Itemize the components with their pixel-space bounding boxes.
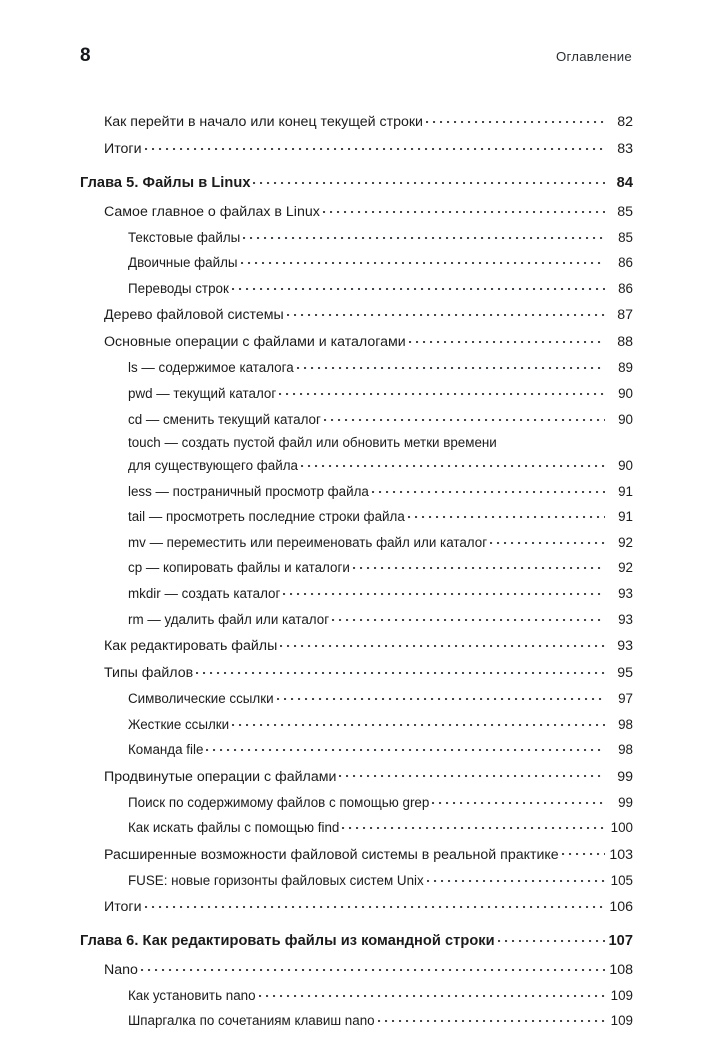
- dot-leader: [562, 844, 605, 858]
- toc-page-number: 89: [618, 360, 633, 376]
- toc-entry-title: Как установить nano: [128, 987, 256, 1003]
- toc-entry-title: mv — переместить или переименовать файл или каталог: [128, 534, 488, 550]
- running-head-title: Оглавление: [555, 49, 632, 64]
- dot-leader: [196, 663, 605, 677]
- dot-leader: [145, 897, 605, 911]
- toc-entry[interactable]: [80, 139, 633, 156]
- toc-page-number: 95: [617, 664, 633, 681]
- toc-entry[interactable]: [80, 741, 633, 757]
- dot-leader: [206, 741, 605, 754]
- dot-leader: [297, 359, 605, 372]
- toc-page-number: 109: [610, 1013, 633, 1029]
- toc-entry[interactable]: [80, 690, 633, 706]
- dot-leader: [490, 533, 605, 546]
- toc-entry[interactable]: [80, 819, 633, 835]
- toc-chapter-entry[interactable]: [80, 930, 633, 948]
- dot-leader: [301, 457, 605, 470]
- toc-entry-title: Двоичные файлы: [128, 255, 238, 271]
- toc-page-number: 82: [617, 114, 633, 131]
- toc-page-number: 85: [617, 203, 633, 220]
- dot-leader: [342, 819, 605, 832]
- toc-page-number: 98: [618, 742, 633, 758]
- toc-entry-title: cp — копировать файлы и каталоги: [128, 560, 350, 576]
- toc-entry[interactable]: [80, 871, 633, 887]
- toc-entry[interactable]: [80, 585, 633, 601]
- toc-page-number: 99: [617, 768, 633, 785]
- toc-page-number: 90: [618, 385, 633, 401]
- toc-entry[interactable]: [80, 508, 633, 524]
- toc-page-number: 87: [617, 307, 633, 324]
- toc-entry-title: mkdir — создать каталог: [128, 585, 281, 601]
- toc-entry[interactable]: [80, 663, 633, 680]
- toc-entry[interactable]: [80, 228, 633, 244]
- toc-entry[interactable]: [80, 482, 633, 498]
- toc-page-number: 90: [618, 411, 633, 427]
- toc-page-number: 99: [618, 794, 633, 810]
- toc-entry-title: Команда file: [128, 742, 204, 758]
- toc-entry-title-continued: для существующего файла: [128, 458, 298, 473]
- toc-entry-continuation: [128, 457, 633, 473]
- toc-entry-title: Символические ссылки: [128, 690, 274, 706]
- toc-entry[interactable]: [80, 636, 633, 653]
- dot-leader: [408, 508, 605, 521]
- toc-entry-title: Как перейти в начало или конец текущей строки: [104, 114, 423, 131]
- dot-leader: [498, 930, 605, 945]
- toc-entry[interactable]: [80, 715, 633, 731]
- toc-page-number: 92: [618, 560, 633, 576]
- toc-entry[interactable]: [80, 359, 633, 375]
- toc-entry[interactable]: [80, 201, 633, 218]
- dot-leader: [323, 201, 605, 215]
- dot-leader: [232, 280, 605, 293]
- dot-leader: [145, 139, 605, 153]
- toc-page-number: 83: [617, 141, 633, 158]
- toc-entry[interactable]: [80, 844, 633, 861]
- toc-entry[interactable]: [80, 533, 633, 549]
- dot-leader: [353, 559, 605, 572]
- toc-page-number: 105: [610, 872, 633, 888]
- toc-entry[interactable]: [80, 793, 633, 809]
- toc-entry-title: Расширенные возможности файловой системы в реальной практике: [104, 846, 559, 863]
- toc-entry-title: Как искать файлы с помощью find: [128, 820, 340, 836]
- toc-page-number: 92: [618, 534, 633, 550]
- toc-entry-title: Nano: [104, 961, 138, 978]
- dot-leader: [277, 690, 605, 703]
- toc-entry-title: Поиск по содержимому файлов с помощью grep: [128, 794, 430, 810]
- toc-entry[interactable]: [80, 436, 633, 473]
- toc-entry-title: touch — создать пустой файл или обновить метки времени: [128, 434, 497, 450]
- toc-entry[interactable]: [80, 112, 633, 129]
- toc-entry-title: Итоги: [104, 141, 142, 158]
- toc-entry-title: ls — содержимое каталога: [128, 360, 294, 376]
- dot-leader: [280, 636, 605, 650]
- toc-entry[interactable]: [80, 766, 633, 783]
- toc-page-number: 84: [616, 174, 633, 191]
- toc-entry[interactable]: [80, 559, 633, 575]
- toc-entry-title: Основные операции с файлами и каталогами: [104, 334, 406, 351]
- toc-page-number: 93: [618, 585, 633, 601]
- dot-leader: [279, 385, 605, 398]
- toc-entry-title: Самое главное о файлах в Linux: [104, 203, 320, 220]
- dot-leader: [253, 172, 605, 187]
- toc-entry[interactable]: [80, 986, 633, 1002]
- toc-page-number: 93: [617, 637, 633, 654]
- toc-page-number: 88: [617, 334, 633, 351]
- page-folio-number: 8: [80, 45, 91, 66]
- dot-leader: [409, 332, 605, 346]
- dot-leader: [141, 959, 605, 973]
- toc-page-number: 93: [618, 611, 633, 627]
- toc-page-number: 86: [618, 255, 633, 271]
- dot-leader: [432, 793, 605, 806]
- dot-leader: [241, 254, 605, 267]
- toc-entry-title: less — постраничный просмотр файла: [128, 483, 369, 499]
- toc-entry-title: Глава 6. Как редактировать файлы из командной строки: [80, 932, 495, 949]
- dot-leader: [372, 482, 605, 495]
- toc-entry[interactable]: [80, 305, 633, 322]
- dot-leader: [427, 871, 605, 884]
- toc-entry[interactable]: [80, 385, 633, 401]
- toc-entry-title: Переводы строк: [128, 280, 229, 296]
- toc-entry-title: Продвинутые операции с файлами: [104, 768, 337, 785]
- toc-page-number: 108: [609, 961, 633, 978]
- dot-leader: [324, 410, 605, 423]
- toc-entry-title: Текстовые файлы: [128, 229, 241, 245]
- toc-entry-title: Жесткие ссылки: [128, 716, 230, 732]
- toc-page-number: 90: [618, 458, 633, 473]
- toc-entry[interactable]: [80, 897, 633, 914]
- toc-entry[interactable]: [80, 1012, 633, 1028]
- toc-entry-title: Глава 5. Файлы в Linux: [80, 174, 251, 191]
- toc-entry-title: cd — сменить текущий каталог: [128, 411, 321, 427]
- toc-entry-title: FUSE: новые горизонты файловых систем Unix: [128, 872, 424, 888]
- toc-entry[interactable]: [80, 410, 633, 426]
- toc-entry[interactable]: [80, 332, 633, 349]
- toc-entry-title: Типы файлов: [104, 664, 194, 681]
- dot-leader: [243, 228, 605, 241]
- dot-leader: [287, 305, 605, 319]
- toc-entry-title: tail — просмотреть последние строки файла: [128, 509, 405, 525]
- dot-leader: [332, 610, 605, 623]
- table-of-contents: [80, 112, 633, 1038]
- toc-entry[interactable]: [80, 280, 633, 296]
- toc-entry[interactable]: [80, 254, 633, 270]
- dot-leader: [378, 1012, 605, 1025]
- toc-entry-title: Как редактировать файлы: [104, 637, 278, 654]
- toc-entry[interactable]: [80, 610, 633, 626]
- toc-entry-title: Итоги: [104, 899, 142, 916]
- toc-page-number: 91: [618, 509, 633, 525]
- toc-page-number: 103: [609, 846, 633, 863]
- toc-page-number: 107: [608, 932, 633, 949]
- toc-entry[interactable]: [80, 959, 633, 976]
- dot-leader: [426, 112, 605, 126]
- toc-page-number: 86: [618, 280, 633, 296]
- toc-page-number: 91: [618, 483, 633, 499]
- toc-page-number: 109: [610, 987, 633, 1003]
- toc-entry-title: Дерево файловой системы: [104, 307, 284, 324]
- toc-chapter-entry[interactable]: [80, 172, 633, 190]
- running-head: [80, 46, 632, 72]
- toc-entry-title: rm — удалить файл или каталог: [128, 611, 330, 627]
- dot-leader: [339, 766, 605, 780]
- toc-page-number: 85: [618, 229, 633, 245]
- toc-entry-title: pwd — текущий каталог: [128, 385, 277, 401]
- dot-leader: [232, 715, 605, 728]
- toc-page-number: 98: [618, 716, 633, 732]
- dot-leader: [283, 585, 605, 598]
- toc-page-number: 106: [609, 899, 633, 916]
- dot-leader: [259, 986, 605, 999]
- toc-page-number: 97: [618, 690, 633, 706]
- toc-entry-title: Шпаргалка по сочетаниям клавиш nano: [128, 1013, 375, 1029]
- toc-page-number: 100: [610, 820, 633, 836]
